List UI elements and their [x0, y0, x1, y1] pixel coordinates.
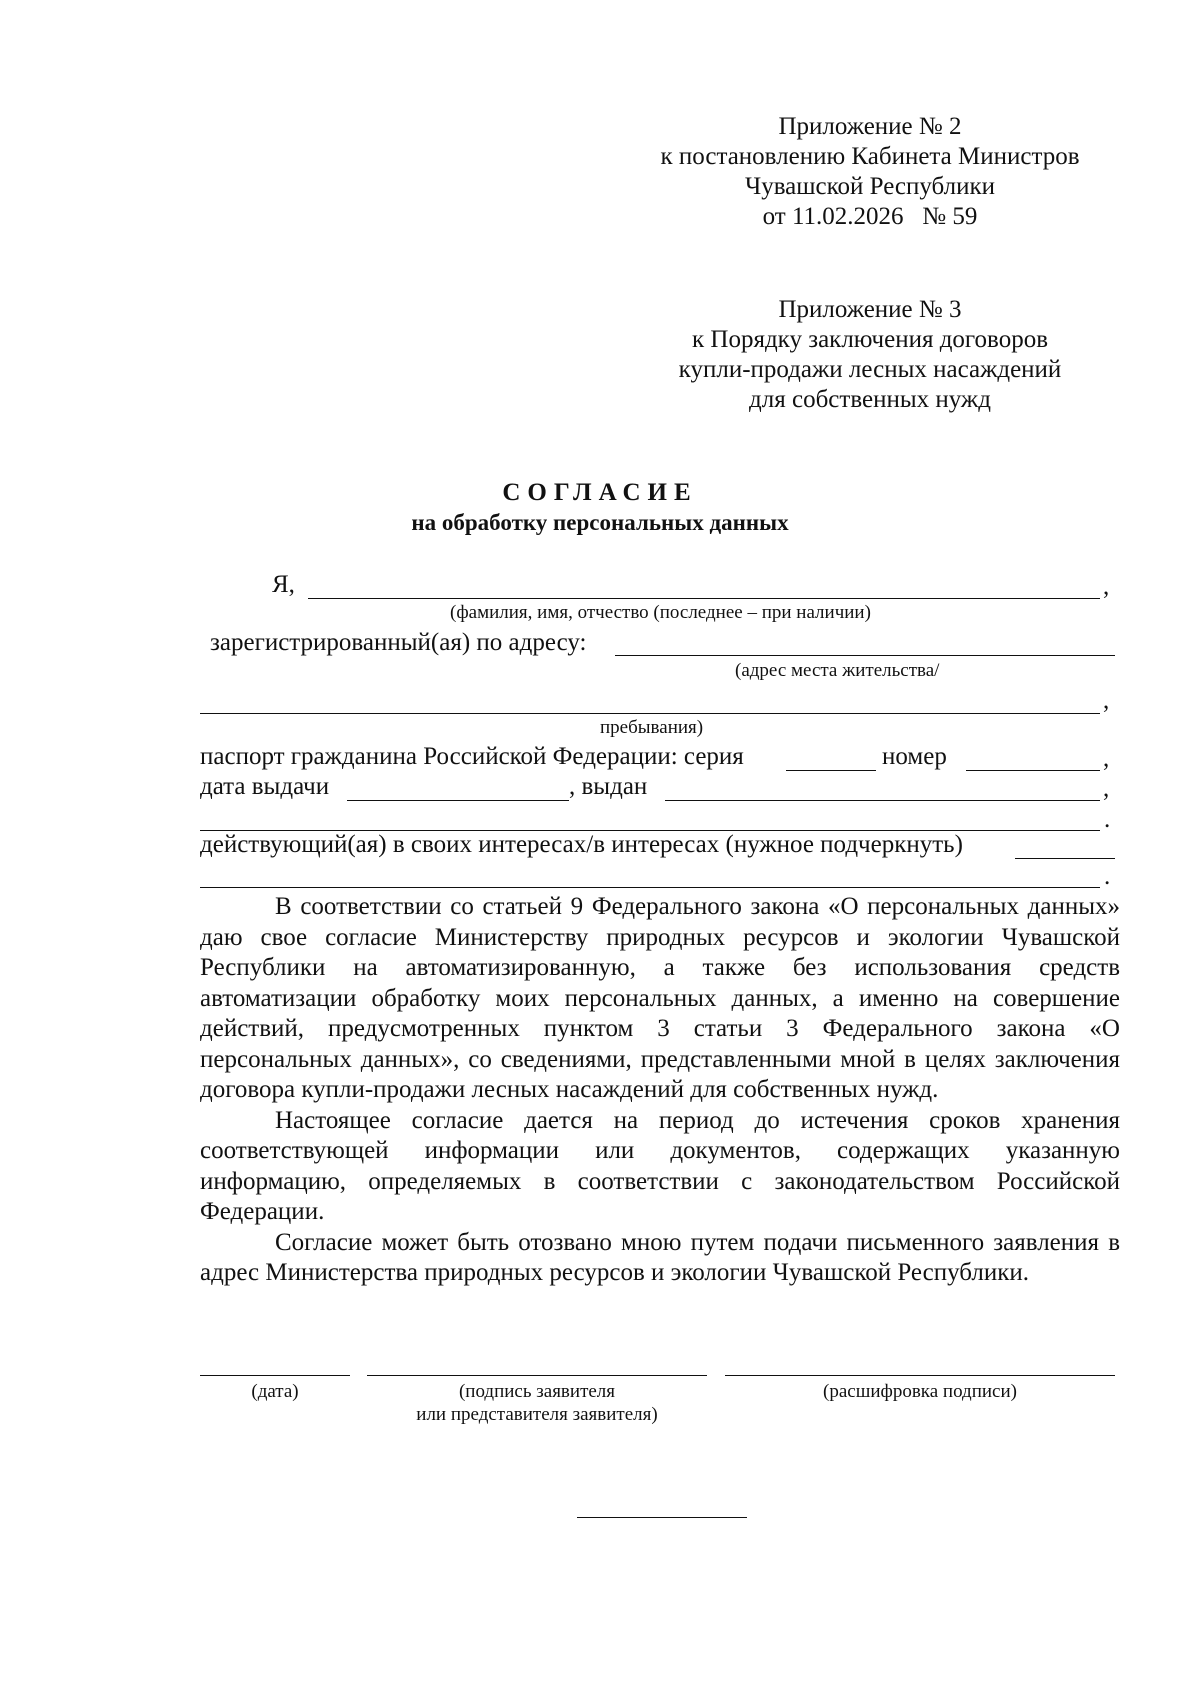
issued-by-period: .	[1104, 806, 1111, 833]
registered-label: зарегистрированный(ая) по адресу:	[210, 629, 587, 656]
consent-paragraph-1: В соответствии со статьей 9 Федерального закона «О персональных данных» даю свое согласие Министерству природных ресурсов и экологии Чувашской Республики на автоматизированную, а также без использования средств автоматизации обработку моих персональных данных, а именно на совершение действий, предусмотренных пунктом 3 статьи 3 Федерального закона «О персональных данных», со сведениями, представленными мной в целях заключения договора купли-продажи лесных насаждений для собственных нужд.	[200, 893, 1120, 1103]
issue-date-field-line[interactable]	[347, 800, 569, 801]
issued-by-field-line[interactable]	[665, 800, 1100, 801]
consent-paragraph-3: Согласие может быть отозвано мною путем подачи письменного заявления в адрес Министерства природных ресурсов и экологии Чувашской Республики.	[200, 1228, 1120, 1286]
acting-field-line[interactable]	[1015, 858, 1115, 859]
fio-field-line[interactable]	[308, 598, 1100, 599]
address-field-line-2[interactable]	[200, 713, 1100, 714]
passport-comma: ,	[1103, 745, 1110, 772]
acting-label: действующий(ая) в своих интересах/в интересах (нужное подчеркнуть)	[200, 831, 963, 858]
signature-caption-2: или представителя заявителя)	[416, 1404, 658, 1425]
issued-by-label: , выдан	[569, 773, 648, 800]
date-signature-line[interactable]	[200, 1375, 350, 1376]
applicant-signature-line[interactable]	[367, 1375, 707, 1376]
appendix-2-line-3: Чувашской Республики	[744, 173, 996, 200]
issued-by-comma: ,	[1103, 775, 1110, 802]
consent-paragraph-2: Настоящее согласие дается на период до истечения сроков хранения соответствующей информации или документов, содержащих указанную информацию, определяемых в соответствии с законодательством Российской Федерации.	[200, 1106, 1120, 1225]
address-comma: ,	[1103, 687, 1110, 714]
signature-caption-1: (подпись заявителя	[458, 1381, 616, 1402]
address-caption-1: (адрес места жительства/	[735, 660, 940, 681]
address-field-line[interactable]	[615, 655, 1115, 656]
appendix-3-header	[640, 295, 1100, 415]
fio-caption: (фамилия, имя, отчество (последнее – при наличии)	[450, 602, 871, 623]
document-subtitle: на обработку персональных данных	[411, 510, 789, 535]
passport-number-field-line[interactable]	[966, 770, 1100, 771]
date-caption: (дата)	[251, 1381, 299, 1402]
acting-period: .	[1104, 863, 1111, 890]
passport-label: паспорт гражданина Российской Федерации: серия	[200, 743, 744, 770]
issue-date-label: дата выдачи	[200, 773, 330, 800]
appendix-2-line-2: к постановлению Кабинета Министров	[660, 143, 1080, 170]
number-label: номер	[882, 743, 947, 770]
appendix-3-line-1: Приложение № 3	[778, 296, 962, 323]
appendix-2-header	[640, 112, 1100, 232]
closing-divider	[577, 1517, 747, 1518]
appendix-3-line-2: к Порядку заключения договоров	[692, 326, 1048, 353]
signature-decoding-line[interactable]	[725, 1375, 1115, 1376]
appendix-3-line-3: купли-продажи лесных насаждений	[678, 356, 1062, 383]
consent-body	[200, 892, 1120, 1289]
passport-series-field-line[interactable]	[786, 770, 876, 771]
decoding-caption: (расшифровка подписи)	[823, 1381, 1017, 1402]
fio-comma: ,	[1103, 573, 1110, 600]
appendix-3-line-4: для собственных нужд	[749, 386, 991, 413]
document-title-block	[0, 478, 1200, 538]
acting-field-line-2[interactable]	[200, 887, 1100, 888]
document-title: СОГЛАСИЕ	[502, 479, 698, 506]
appendix-2-line-4: от 11.02.2026 № 59	[762, 203, 978, 230]
address-caption-2: пребывания)	[600, 717, 704, 738]
ya-label: Я,	[272, 571, 295, 598]
appendix-2-line-1: Приложение № 2	[778, 113, 962, 140]
